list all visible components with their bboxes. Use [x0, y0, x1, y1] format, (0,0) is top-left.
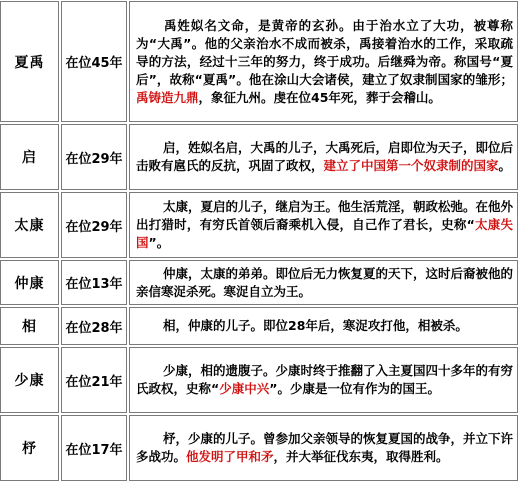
description-text: 少康，相的遗腹子。少康时终于推翻了入主夏国四十多年的有穷氏政权，史称“: [136, 363, 514, 396]
ruler-description: [129, 1, 518, 122]
description-text: 启，姓姒名启，大禹的儿子，大禹死后，启即位为天子，即位后击败有扈氏的反抗，巩固了政权，: [136, 140, 514, 173]
description-text: ，并大举征伐东夷，取得胜利。: [273, 449, 449, 464]
description-text: 仲康，太康的弟弟。即位后无力恢复夏的天下，这时后裔被他的亲信寒浞杀死。寒浞自立为王。: [136, 265, 514, 299]
ruler-description: [129, 307, 518, 345]
ruler-description: [129, 415, 518, 481]
reign-length: 在位29年: [61, 192, 127, 258]
ruler-description: [129, 124, 518, 190]
reign-length: 在位21年: [61, 347, 127, 413]
description-text: 太康，夏启的儿子，继启为王。他生活荒淫，朝政松弛。在他外出打猎时，有穷氏首领后裔乘机入侵，自己作了君长，史称“: [136, 199, 514, 232]
reign-length: 在位13年: [61, 260, 127, 305]
description-text: ，象征九州。虔在位45年死，葬于会稽山。: [198, 89, 441, 105]
table-row: [0, 307, 518, 345]
ruler-description: [129, 347, 518, 413]
ruler-description: [129, 192, 518, 258]
ruler-name: 仲康: [0, 260, 59, 305]
table-row: [0, 1, 518, 122]
table-row: [0, 192, 518, 258]
reign-length: 在位17年: [61, 415, 127, 481]
highlighted-text: 禹铸造九鼎: [136, 89, 199, 105]
ruler-name: 夏禹: [0, 1, 59, 122]
reign-length: 在位29年: [61, 124, 127, 190]
highlighted-text: 少康中兴: [219, 381, 270, 396]
reign-length: 在位28年: [61, 307, 127, 345]
description-text: 禹姓姒名文命，是黄帝的玄孙。由于治水立了大功，被尊称为“大禹”。他的父亲治水不成而被杀，禹接着治水的工作，采取疏导的方法，经过十三年的努力，终于成功。后继舜为帝。称国号“夏后”，故称“夏禹”。他在涂山大会诸侯，建立了奴隶制国家的雏形；: [136, 17, 513, 87]
table-row: [0, 260, 518, 305]
description-text: ”。少康是一位有作为的国王。: [269, 381, 440, 396]
description-text: ”。: [148, 235, 170, 250]
table-row: [0, 124, 518, 190]
ruler-name: 启: [0, 124, 59, 190]
ruler-name: 太康: [0, 192, 59, 258]
description-text: 相，仲康的儿子。即位28年后，寒浞攻打他，相被杀。: [163, 318, 468, 333]
ruler-description: [129, 260, 518, 305]
reign-length: 在位45年: [61, 1, 127, 122]
description-text: 杼，少康的儿子。曾参加父亲领导的恢复夏国的战争，并立下许多战功。: [136, 431, 514, 464]
highlighted-text: 建立了中国第一个奴隶制的国家: [323, 158, 499, 173]
table-row: [0, 347, 518, 413]
highlighted-text: 他发明了甲和矛: [186, 449, 274, 464]
ruler-name: 杼: [0, 415, 59, 481]
highlighted-text: 太康失国: [136, 217, 513, 250]
ruler-name: 少康: [0, 347, 59, 413]
table-row: [0, 415, 518, 481]
ruler-name: 相: [0, 307, 59, 345]
description-text: 。: [498, 158, 512, 173]
